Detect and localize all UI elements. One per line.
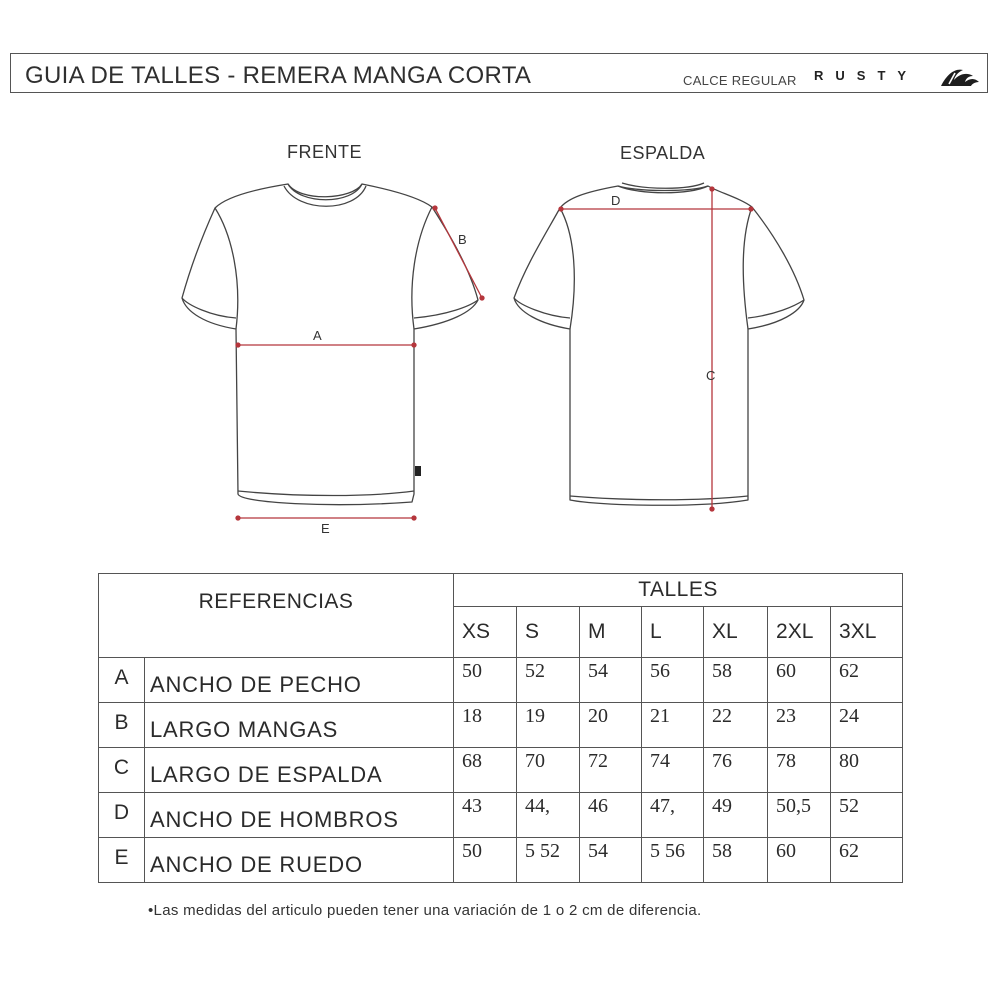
- table-cell: 44,: [517, 793, 580, 838]
- size-xl: XL: [704, 607, 768, 658]
- size-3xl: 3XL: [831, 607, 903, 658]
- table-cell: 46: [580, 793, 642, 838]
- table-cell: 52: [831, 793, 903, 838]
- row-letter: A: [99, 658, 145, 703]
- references-header-text: REFERENCIAS: [198, 590, 354, 613]
- row-letter: D: [99, 793, 145, 838]
- sizes-header-text: TALLES: [638, 578, 718, 601]
- dim-label-b: B: [458, 232, 467, 247]
- dim-label-d: D: [611, 193, 621, 208]
- table-cell: 74: [642, 748, 704, 793]
- table-cell: 58: [704, 838, 768, 883]
- table-cell: 52: [517, 658, 580, 703]
- table-cell: 78: [768, 748, 831, 793]
- row-label: ANCHO DE PECHO: [145, 658, 454, 703]
- table-cell: 5 52: [517, 838, 580, 883]
- brand-name: RUSTY: [814, 68, 919, 83]
- row-label: LARGO DE ESPALDA: [145, 748, 454, 793]
- back-view-label: ESPALDA: [620, 143, 706, 163]
- page-title: GUIA DE TALLES - REMERA MANGA CORTA: [25, 62, 532, 89]
- table-cell: 72: [580, 748, 642, 793]
- row-letter: E: [99, 838, 145, 883]
- sizes-header: [454, 574, 903, 607]
- front-shirt-outline: [182, 184, 478, 505]
- table-cell: 20: [580, 703, 642, 748]
- dim-label-c: C: [706, 368, 716, 383]
- table-cell: 50,5: [768, 793, 831, 838]
- table-cell: 47,: [642, 793, 704, 838]
- table-row: [99, 793, 903, 838]
- table-cell: 50: [454, 838, 517, 883]
- table-cell: 60: [768, 838, 831, 883]
- size-2xl: 2XL: [768, 607, 831, 658]
- front-view-label: FRENTE: [287, 142, 362, 162]
- dim-label-a: A: [313, 328, 322, 343]
- table-row: [99, 748, 903, 793]
- table-row: [99, 703, 903, 748]
- table-cell: 60: [768, 658, 831, 703]
- table-cell: 76: [704, 748, 768, 793]
- dim-label-e: E: [321, 521, 330, 536]
- table-cell: 68: [454, 748, 517, 793]
- table-cell: 56: [642, 658, 704, 703]
- table-cell: 62: [831, 658, 903, 703]
- table-cell: 50: [454, 658, 517, 703]
- table-row: [99, 838, 903, 883]
- table-cell: 24: [831, 703, 903, 748]
- row-letter: B: [99, 703, 145, 748]
- size-l: L: [642, 607, 704, 658]
- references-header: [99, 574, 454, 658]
- table-cell: 49: [704, 793, 768, 838]
- table-cell: 43: [454, 793, 517, 838]
- row-letter: C: [99, 748, 145, 793]
- table-cell: 62: [831, 838, 903, 883]
- table-cell: 23: [768, 703, 831, 748]
- size-xs: XS: [454, 607, 517, 658]
- size-chart-table: [98, 573, 903, 883]
- table-cell: 22: [704, 703, 768, 748]
- row-label: ANCHO DE HOMBROS: [145, 793, 454, 838]
- fit-label: CALCE REGULAR: [683, 73, 797, 88]
- table-cell: 19: [517, 703, 580, 748]
- row-label: ANCHO DE RUEDO: [145, 838, 454, 883]
- table-cell: 5 56: [642, 838, 704, 883]
- footnote: •Las medidas del articulo pueden tener una variación de 1 o 2 cm de diferencia.: [148, 902, 702, 919]
- row-label: LARGO MANGAS: [145, 703, 454, 748]
- table-row: [99, 658, 903, 703]
- table-cell: 58: [704, 658, 768, 703]
- size-s: S: [517, 607, 580, 658]
- table-cell: 70: [517, 748, 580, 793]
- table-cell: 54: [580, 658, 642, 703]
- back-shirt-outline: [514, 183, 804, 505]
- size-m: M: [580, 607, 642, 658]
- table-cell: 54: [580, 838, 642, 883]
- table-cell: 18: [454, 703, 517, 748]
- table-cell: 80: [831, 748, 903, 793]
- table-cell: 21: [642, 703, 704, 748]
